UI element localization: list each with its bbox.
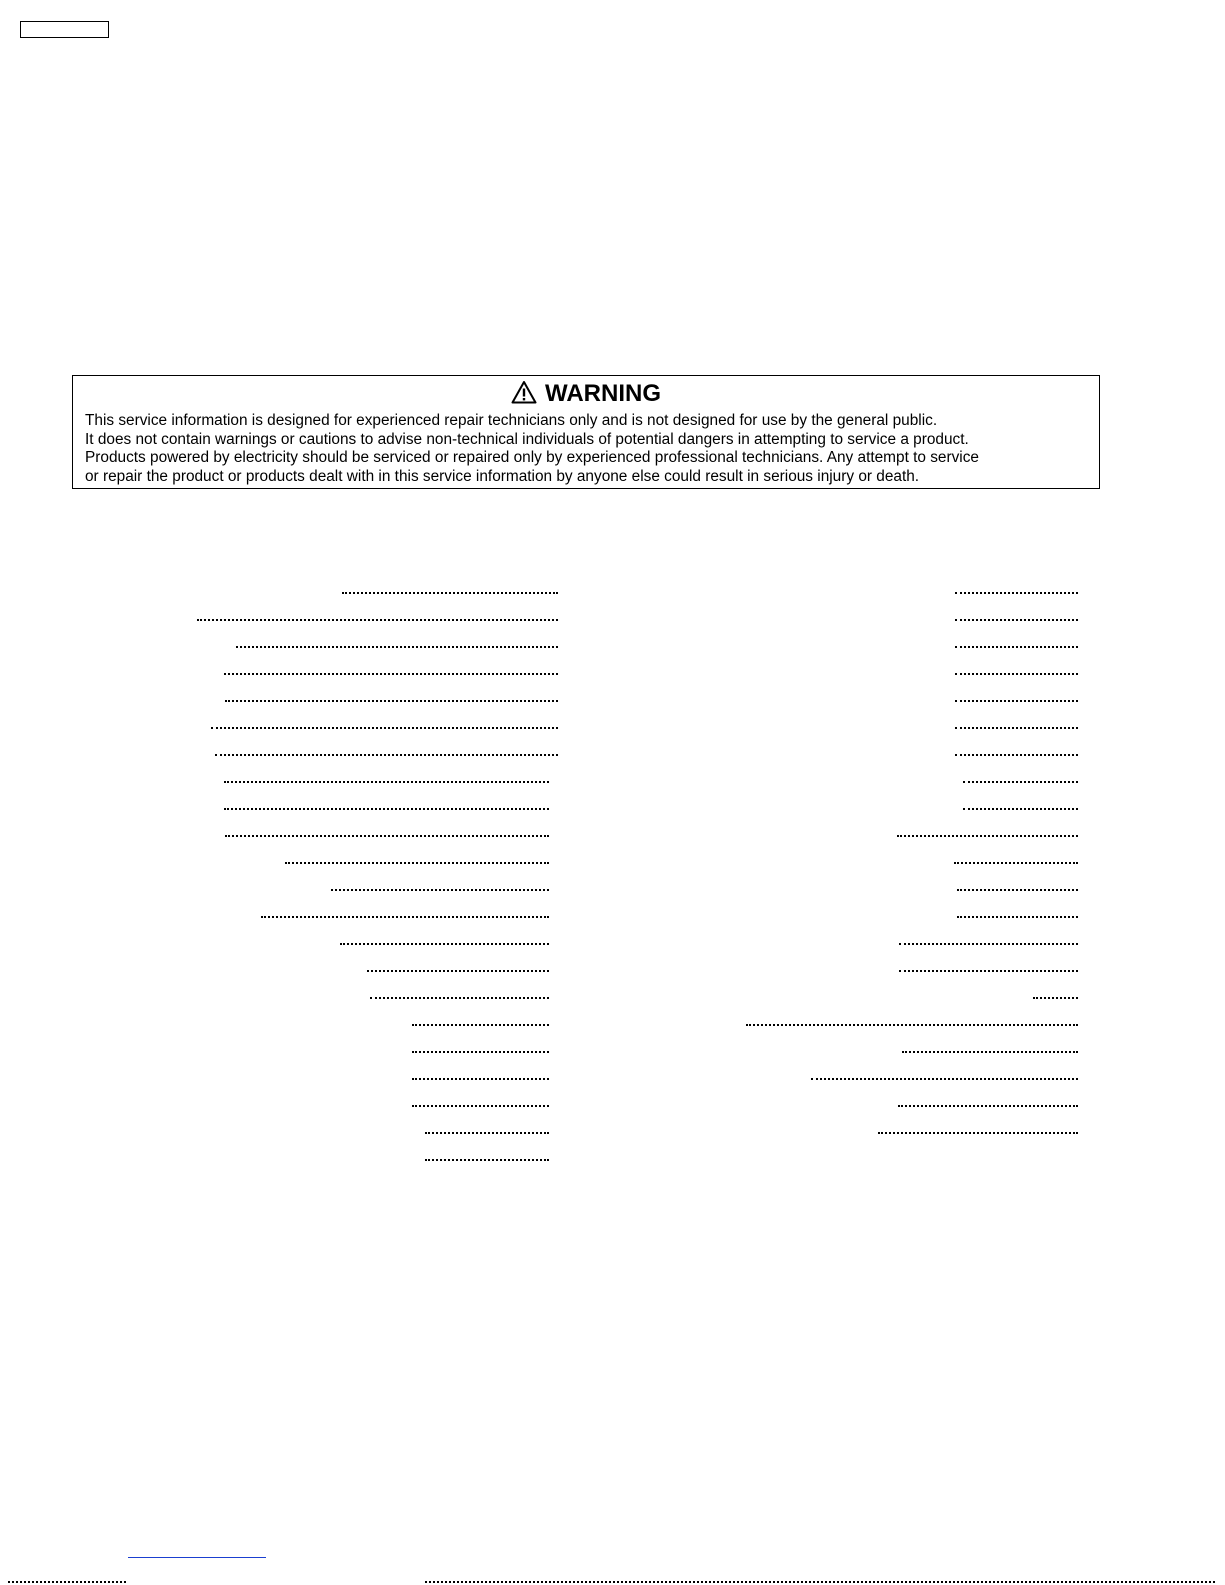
toc-leader-right: [897, 835, 1078, 837]
toc-leader-right: [811, 1078, 1078, 1080]
toc-leader-left: [425, 1159, 549, 1161]
toc-leader-left: [331, 889, 549, 891]
warning-title-text: WARNING: [545, 380, 661, 407]
toc-leader-right: [899, 970, 1078, 972]
toc-leader-right: [878, 1132, 1078, 1134]
footer-fragment: [8, 1581, 126, 1583]
toc-leader-right: [955, 754, 1078, 756]
toc-leader-left: [224, 781, 549, 783]
warning-line-3: Products powered by electricity should be serviced or repaired only by experienced professional technicians. Any attempt to service: [85, 449, 979, 466]
warning-line-4: or repair the product or products dealt with in this service information by anyone else could result in serious injury or death.: [85, 467, 920, 485]
toc-leader-left: [412, 1024, 549, 1026]
toc-leader-right: [955, 592, 1078, 594]
toc-leader-left: [412, 1051, 549, 1053]
toc-leader-right: [955, 727, 1078, 729]
toc-leader-right: [955, 619, 1078, 621]
warning-box: [72, 375, 1100, 489]
toc-leader-right: [955, 673, 1078, 675]
toc-leader-left: [225, 700, 558, 702]
toc-leader-right: [746, 1024, 1078, 1026]
warning-title: [85, 379, 1087, 412]
toc-leader-left: [370, 997, 549, 999]
toc-leader-right: [957, 916, 1078, 918]
toc-leader-left: [425, 1132, 549, 1134]
toc-leader-left: [340, 943, 549, 945]
toc-leader-right: [957, 889, 1078, 891]
toc-leader-right: [955, 646, 1078, 648]
toc-leader-left: [412, 1105, 549, 1107]
toc-leader-left: [225, 835, 549, 837]
toc-leader-left: [342, 592, 558, 594]
toc-leader-left: [211, 727, 558, 729]
toc-leader-right: [1033, 997, 1078, 999]
toc-leader-right: [963, 781, 1078, 783]
toc-leader-left: [367, 970, 549, 972]
toc-leader-right: [954, 862, 1078, 864]
toc-leader-right: [902, 1051, 1078, 1053]
toc-leader-right: [899, 943, 1078, 945]
header-label-box: [20, 21, 109, 38]
toc-leader-right: [898, 1105, 1078, 1107]
toc-leader-left: [215, 754, 558, 756]
warning-line-2: It does not contain warnings or cautions to advise non-technical individuals of potential dangers in attempting to service a product.: [85, 430, 969, 448]
toc-leader-left: [197, 619, 558, 621]
warning-line-1: This service information is designed for experienced repair technicians only and is not designed for use by the general public.: [85, 412, 938, 429]
toc-leader-left: [236, 646, 558, 648]
footer-fragment: [425, 1581, 1215, 1583]
toc-leader-left: [224, 673, 558, 675]
warning-triangle-icon: [511, 380, 537, 412]
toc-leader-right: [955, 700, 1078, 702]
footer-link-underline[interactable]: [128, 1557, 266, 1558]
toc-leader-right: [963, 808, 1078, 810]
toc-leader-left: [224, 808, 549, 810]
toc-leader-left: [412, 1078, 549, 1080]
toc-leader-left: [285, 862, 549, 864]
toc-leader-left: [261, 916, 549, 918]
